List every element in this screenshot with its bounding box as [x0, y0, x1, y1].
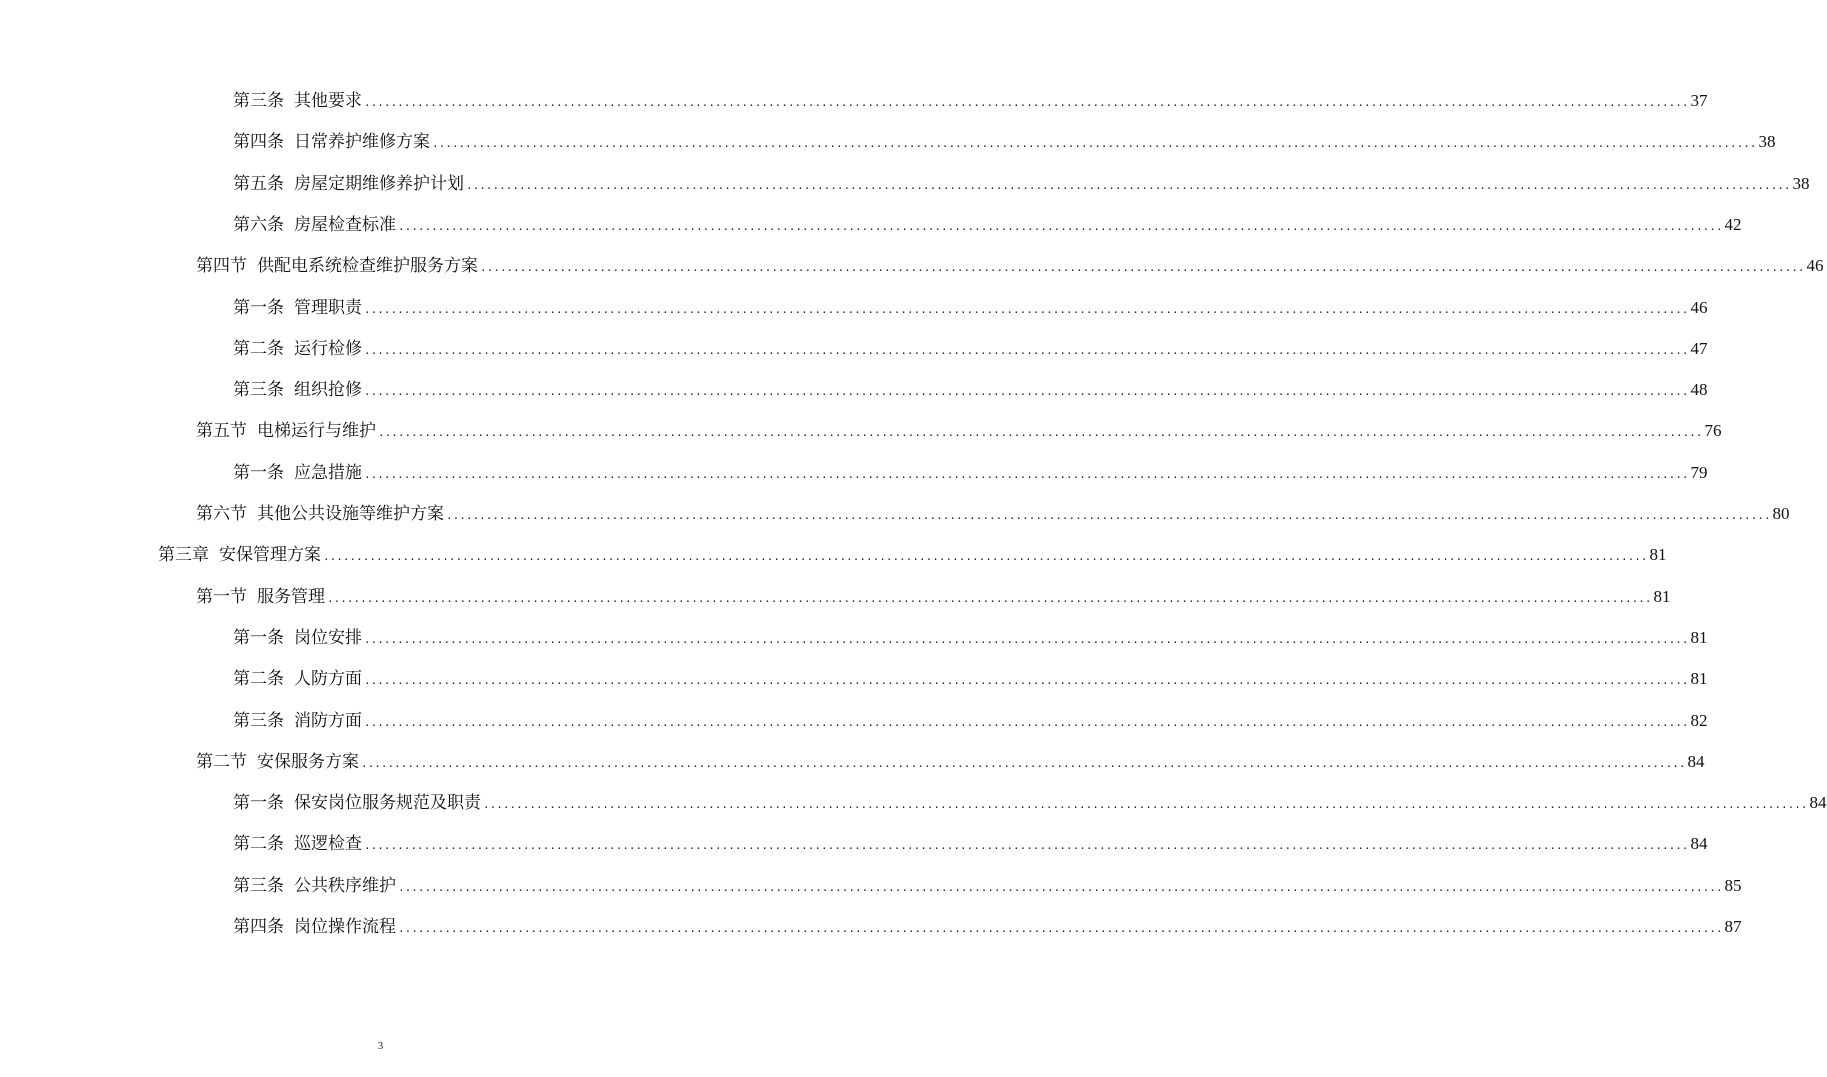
toc-entry-title: 保安岗位服务规范及职责 — [294, 793, 481, 813]
page-number: 3 — [377, 1040, 384, 1052]
toc-entry-number: 第五条 — [233, 174, 284, 194]
toc-entry-number: 第二条 — [233, 834, 284, 854]
toc-dot-leader: ........................................................................................................................................................................................................ — [364, 344, 1689, 357]
toc-dot-leader: ........................................................................................................................................................................................................ — [361, 757, 1686, 770]
toc-dot-leader: ........................................................................................................................................................................................................ — [364, 674, 1689, 687]
toc-entry-page: 81 — [1653, 587, 1671, 606]
toc-entry-title: 公共秩序维护 — [294, 876, 396, 896]
toc-entry-title: 其他公共设施等维护方案 — [257, 504, 444, 524]
toc-entry[interactable] — [233, 708, 1708, 734]
toc-entry-page: 79 — [1690, 463, 1708, 482]
toc-entry-number: 第三条 — [233, 711, 284, 731]
toc-entry-title: 安保管理方案 — [219, 545, 321, 565]
toc-entry[interactable] — [196, 253, 1824, 279]
toc-entry-page: 46 — [1690, 298, 1708, 317]
toc-entry-title: 组织抢修 — [294, 380, 362, 400]
toc-entry-page: 81 — [1649, 545, 1667, 564]
toc-entry[interactable] — [196, 418, 1722, 444]
toc-dot-leader: ........................................................................................................................................................................................................ — [432, 137, 1757, 150]
toc-entry[interactable] — [233, 873, 1742, 899]
toc-entry-page: 81 — [1690, 669, 1708, 688]
toc-entry-number: 第一条 — [233, 793, 284, 813]
toc-dot-leader: ........................................................................................................................................................................................................ — [364, 468, 1689, 481]
toc-entry-number: 第二节 — [196, 752, 247, 772]
toc-entry[interactable] — [233, 831, 1708, 857]
toc-entry-number: 第五节 — [196, 421, 247, 441]
toc-entry-title: 管理职责 — [294, 298, 362, 318]
toc-entry-number: 第三条 — [233, 91, 284, 111]
toc-dot-leader: ........................................................................................................................................................................................................ — [466, 179, 1791, 192]
toc-entry[interactable] — [233, 666, 1708, 692]
toc-entry-page: 81 — [1690, 628, 1708, 647]
toc-entry-title: 其他要求 — [294, 91, 362, 111]
toc-entry-page: 76 — [1704, 421, 1722, 440]
toc-entry-title: 岗位操作流程 — [294, 917, 396, 937]
toc-entry-page: 80 — [1772, 504, 1790, 523]
toc-dot-leader: ........................................................................................................................................................................................................ — [323, 550, 1648, 563]
toc-dot-leader: ........................................................................................................................................................................................................ — [398, 881, 1723, 894]
toc-entry-title: 安保服务方案 — [257, 752, 359, 772]
toc-entry-page: 46 — [1806, 256, 1824, 275]
toc-entry-title: 服务管理 — [257, 587, 325, 607]
toc-entry-page: 85 — [1724, 876, 1742, 895]
toc-entry[interactable] — [233, 129, 1776, 155]
toc-entry[interactable] — [233, 295, 1708, 321]
toc-entry[interactable] — [233, 88, 1708, 114]
toc-entry[interactable] — [233, 212, 1742, 238]
toc-entry-page: 82 — [1690, 711, 1708, 730]
toc-entry-title: 供配电系统检查维护服务方案 — [257, 256, 478, 276]
toc-entry[interactable] — [196, 749, 1705, 775]
toc-entry[interactable] — [196, 501, 1790, 527]
toc-entry-number: 第六节 — [196, 504, 247, 524]
toc-entry[interactable] — [233, 914, 1742, 940]
toc-entry-number: 第一条 — [233, 298, 284, 318]
toc-dot-leader: ........................................................................................................................................................................................................ — [446, 509, 1771, 522]
toc-entry-number: 第四条 — [233, 132, 284, 152]
toc-dot-leader: ........................................................................................................................................................................................................ — [327, 592, 1652, 605]
toc-dot-leader: ........................................................................................................................................................................................................ — [483, 798, 1808, 811]
toc-entry-page: 48 — [1690, 380, 1708, 399]
toc-entry[interactable] — [233, 171, 1810, 197]
toc-entry-number: 第一条 — [233, 463, 284, 483]
toc-dot-leader: ........................................................................................................................................................................................................ — [398, 922, 1723, 935]
toc-dot-leader: ........................................................................................................................................................................................................ — [378, 426, 1703, 439]
toc-entry[interactable] — [233, 460, 1708, 486]
toc-entry-number: 第三条 — [233, 380, 284, 400]
toc-dot-leader: ........................................................................................................................................................................................................ — [364, 716, 1689, 729]
toc-entry-title: 房屋检查标准 — [294, 215, 396, 235]
toc-entry-title: 消防方面 — [294, 711, 362, 731]
toc-entry-page: 37 — [1690, 91, 1708, 110]
toc-entry-title: 运行检修 — [294, 339, 362, 359]
toc-entry-title: 房屋定期维修养护计划 — [294, 174, 464, 194]
toc-entry-page: 84 — [1690, 834, 1708, 853]
toc-dot-leader: ........................................................................................................................................................................................................ — [364, 385, 1689, 398]
toc-entry[interactable] — [233, 377, 1708, 403]
toc-entry-title: 日常养护维修方案 — [294, 132, 430, 152]
toc-entry-page: 47 — [1690, 339, 1708, 358]
toc-entry-number: 第一节 — [196, 587, 247, 607]
toc-entry-title: 岗位安排 — [294, 628, 362, 648]
toc-entry-title: 应急措施 — [294, 463, 362, 483]
toc-dot-leader: ........................................................................................................................................................................................................ — [480, 261, 1805, 274]
toc-entry-page: 42 — [1724, 215, 1742, 234]
toc-entry-page: 84 — [1809, 793, 1827, 812]
toc-dot-leader: ........................................................................................................................................................................................................ — [364, 303, 1689, 316]
toc-entry[interactable] — [233, 336, 1708, 362]
toc-dot-leader: ........................................................................................................................................................................................................ — [364, 96, 1689, 109]
toc-dot-leader: ........................................................................................................................................................................................................ — [364, 839, 1689, 852]
toc-entry-page: 87 — [1724, 917, 1742, 936]
toc-entry-page: 84 — [1687, 752, 1705, 771]
toc-entry-title: 巡逻检查 — [294, 834, 362, 854]
toc-entry[interactable] — [158, 542, 1667, 568]
toc-entry-number: 第二条 — [233, 669, 284, 689]
toc-entry-number: 第二条 — [233, 339, 284, 359]
toc-entry-number: 第一条 — [233, 628, 284, 648]
toc-entry-page: 38 — [1792, 174, 1810, 193]
toc-entry[interactable] — [233, 790, 1827, 816]
toc-entry[interactable] — [196, 584, 1671, 610]
toc-entry-number: 第三章 — [158, 545, 209, 565]
toc-entry-number: 第四节 — [196, 256, 247, 276]
toc-entry-title: 人防方面 — [294, 669, 362, 689]
toc-entry-number: 第三条 — [233, 876, 284, 896]
toc-entry-page: 38 — [1758, 132, 1776, 151]
toc-dot-leader: ........................................................................................................................................................................................................ — [364, 633, 1689, 646]
toc-entry-number: 第六条 — [233, 215, 284, 235]
toc-entry-title: 电梯运行与维护 — [257, 421, 376, 441]
toc-entry-number: 第四条 — [233, 917, 284, 937]
toc-entry[interactable] — [233, 625, 1708, 651]
toc-dot-leader: ........................................................................................................................................................................................................ — [398, 220, 1723, 233]
